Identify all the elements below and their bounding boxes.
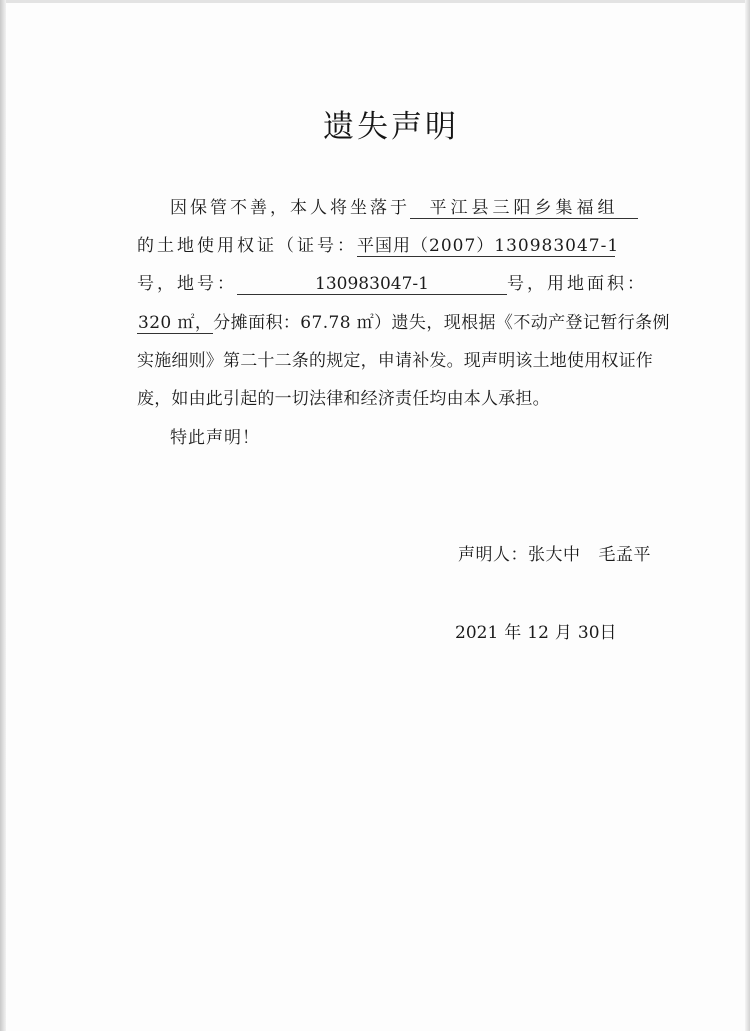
date-month: 12: [527, 623, 549, 643]
date-day: 30: [577, 623, 600, 643]
line3-prefix: 号，地号：: [137, 274, 237, 294]
location-field: 平江县三阳乡集福组: [410, 198, 638, 219]
body-line-4: [137, 311, 670, 335]
date-day-unit: 日: [599, 623, 617, 643]
land-number-field: 130983047-1: [237, 274, 507, 295]
signer-label: 声明人：: [458, 545, 528, 565]
scan-edge-top: [0, 0, 750, 3]
body-line-2: [137, 234, 620, 258]
date-month-unit: 月: [554, 623, 572, 643]
line4-rest: 分摊面积：67.78 ㎡）遗失，现根据《不动产登记暂行条例: [213, 313, 670, 333]
signer-name-1: 张大中: [528, 545, 581, 565]
scan-edge-left: [0, 0, 6, 1031]
document-title: 遗失声明: [323, 109, 459, 145]
cert-number-field: 平国用（2007）130983047-1: [357, 236, 620, 256]
date-year-unit: 年: [504, 623, 522, 643]
signer-block: [458, 540, 651, 565]
line1-prefix: 因保管不善，本人将坐落于: [170, 198, 410, 218]
area-field: 320 ㎡，: [138, 313, 213, 333]
body-line-3: [137, 272, 647, 296]
body-line-5: 实施细则》第二十二条的规定，申请补发。现声明该土地使用权证作: [137, 351, 653, 371]
body-line-6: 废，如由此引起的一切法律和经济责任均由本人承担。: [137, 389, 550, 409]
statement-date: [455, 618, 617, 643]
body-line-1: [170, 196, 638, 220]
scan-edge-right: [745, 0, 750, 1031]
line2-prefix: 的土地使用权证（证号：: [137, 236, 357, 256]
closing-statement: 特此声明！: [170, 428, 260, 448]
date-year: 2021: [455, 623, 499, 643]
line3-suffix: 号，用地面积：: [507, 274, 647, 294]
signer-name-2: 毛孟平: [598, 545, 651, 565]
